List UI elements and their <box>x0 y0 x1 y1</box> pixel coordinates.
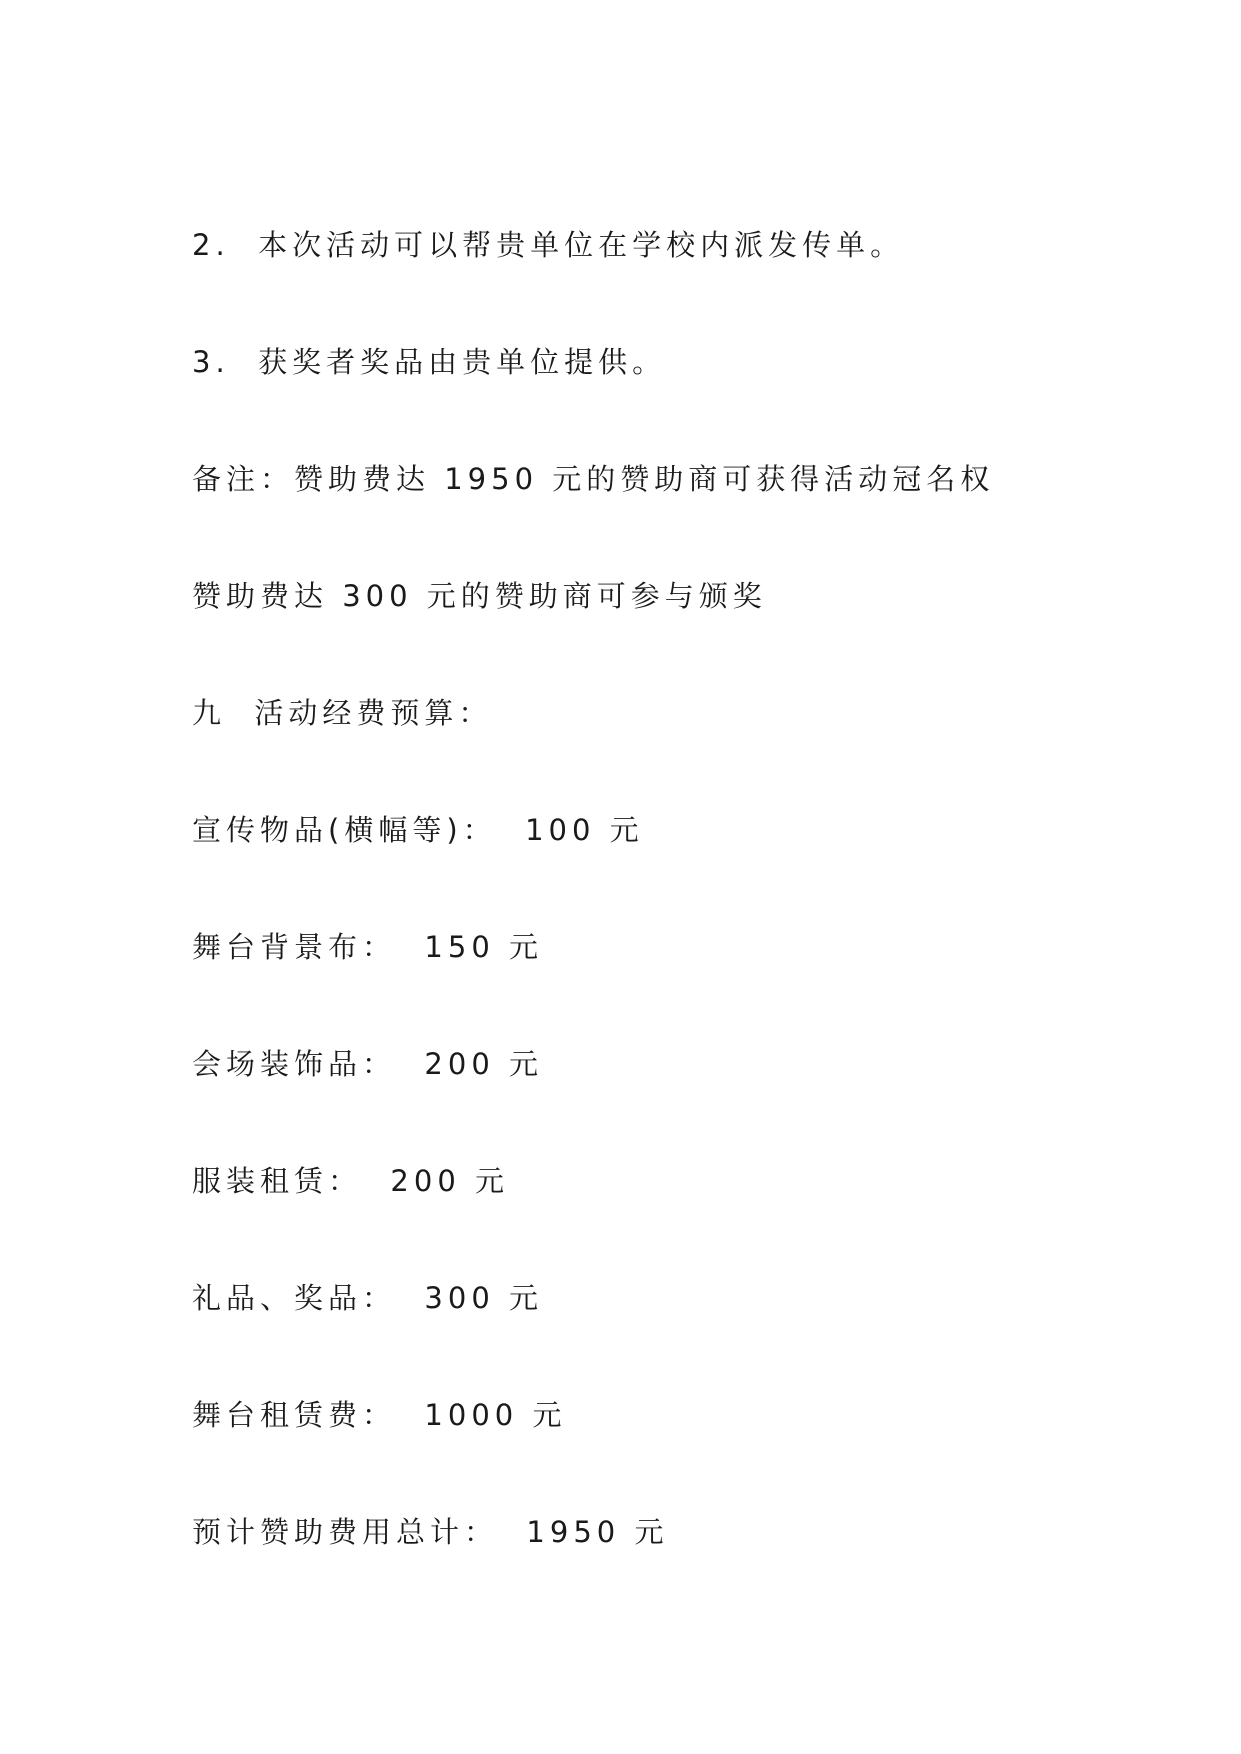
note-award-presentation: 赞助费达 300 元的赞助商可参与颁奖 <box>192 579 767 613</box>
budget-item-stage-backdrop: 舞台背景布： 150 元 <box>192 930 544 964</box>
item-2-distribute-flyers: 2. 本次活动可以帮贵单位在学校内派发传单。 <box>192 228 905 262</box>
item-3-prizes-provided: 3. 获奖者奖品由贵单位提供。 <box>192 345 667 379</box>
section-heading-budget: 九 活动经费预算： <box>192 696 493 730</box>
budget-item-promo-materials: 宣传物品(横幅等)： 100 元 <box>192 813 644 847</box>
note-naming-rights: 备注：赞助费达 1950 元的赞助商可获得活动冠名权 <box>192 462 995 496</box>
budget-item-gifts-prizes: 礼品、奖品： 300 元 <box>192 1281 544 1315</box>
budget-total: 预计赞助费用总计： 1950 元 <box>192 1515 669 1549</box>
budget-item-venue-decor: 会场装饰品： 200 元 <box>192 1047 544 1081</box>
budget-item-stage-rental: 舞台租赁费： 1000 元 <box>192 1398 567 1432</box>
budget-item-costume-rental: 服装租赁： 200 元 <box>192 1164 510 1198</box>
